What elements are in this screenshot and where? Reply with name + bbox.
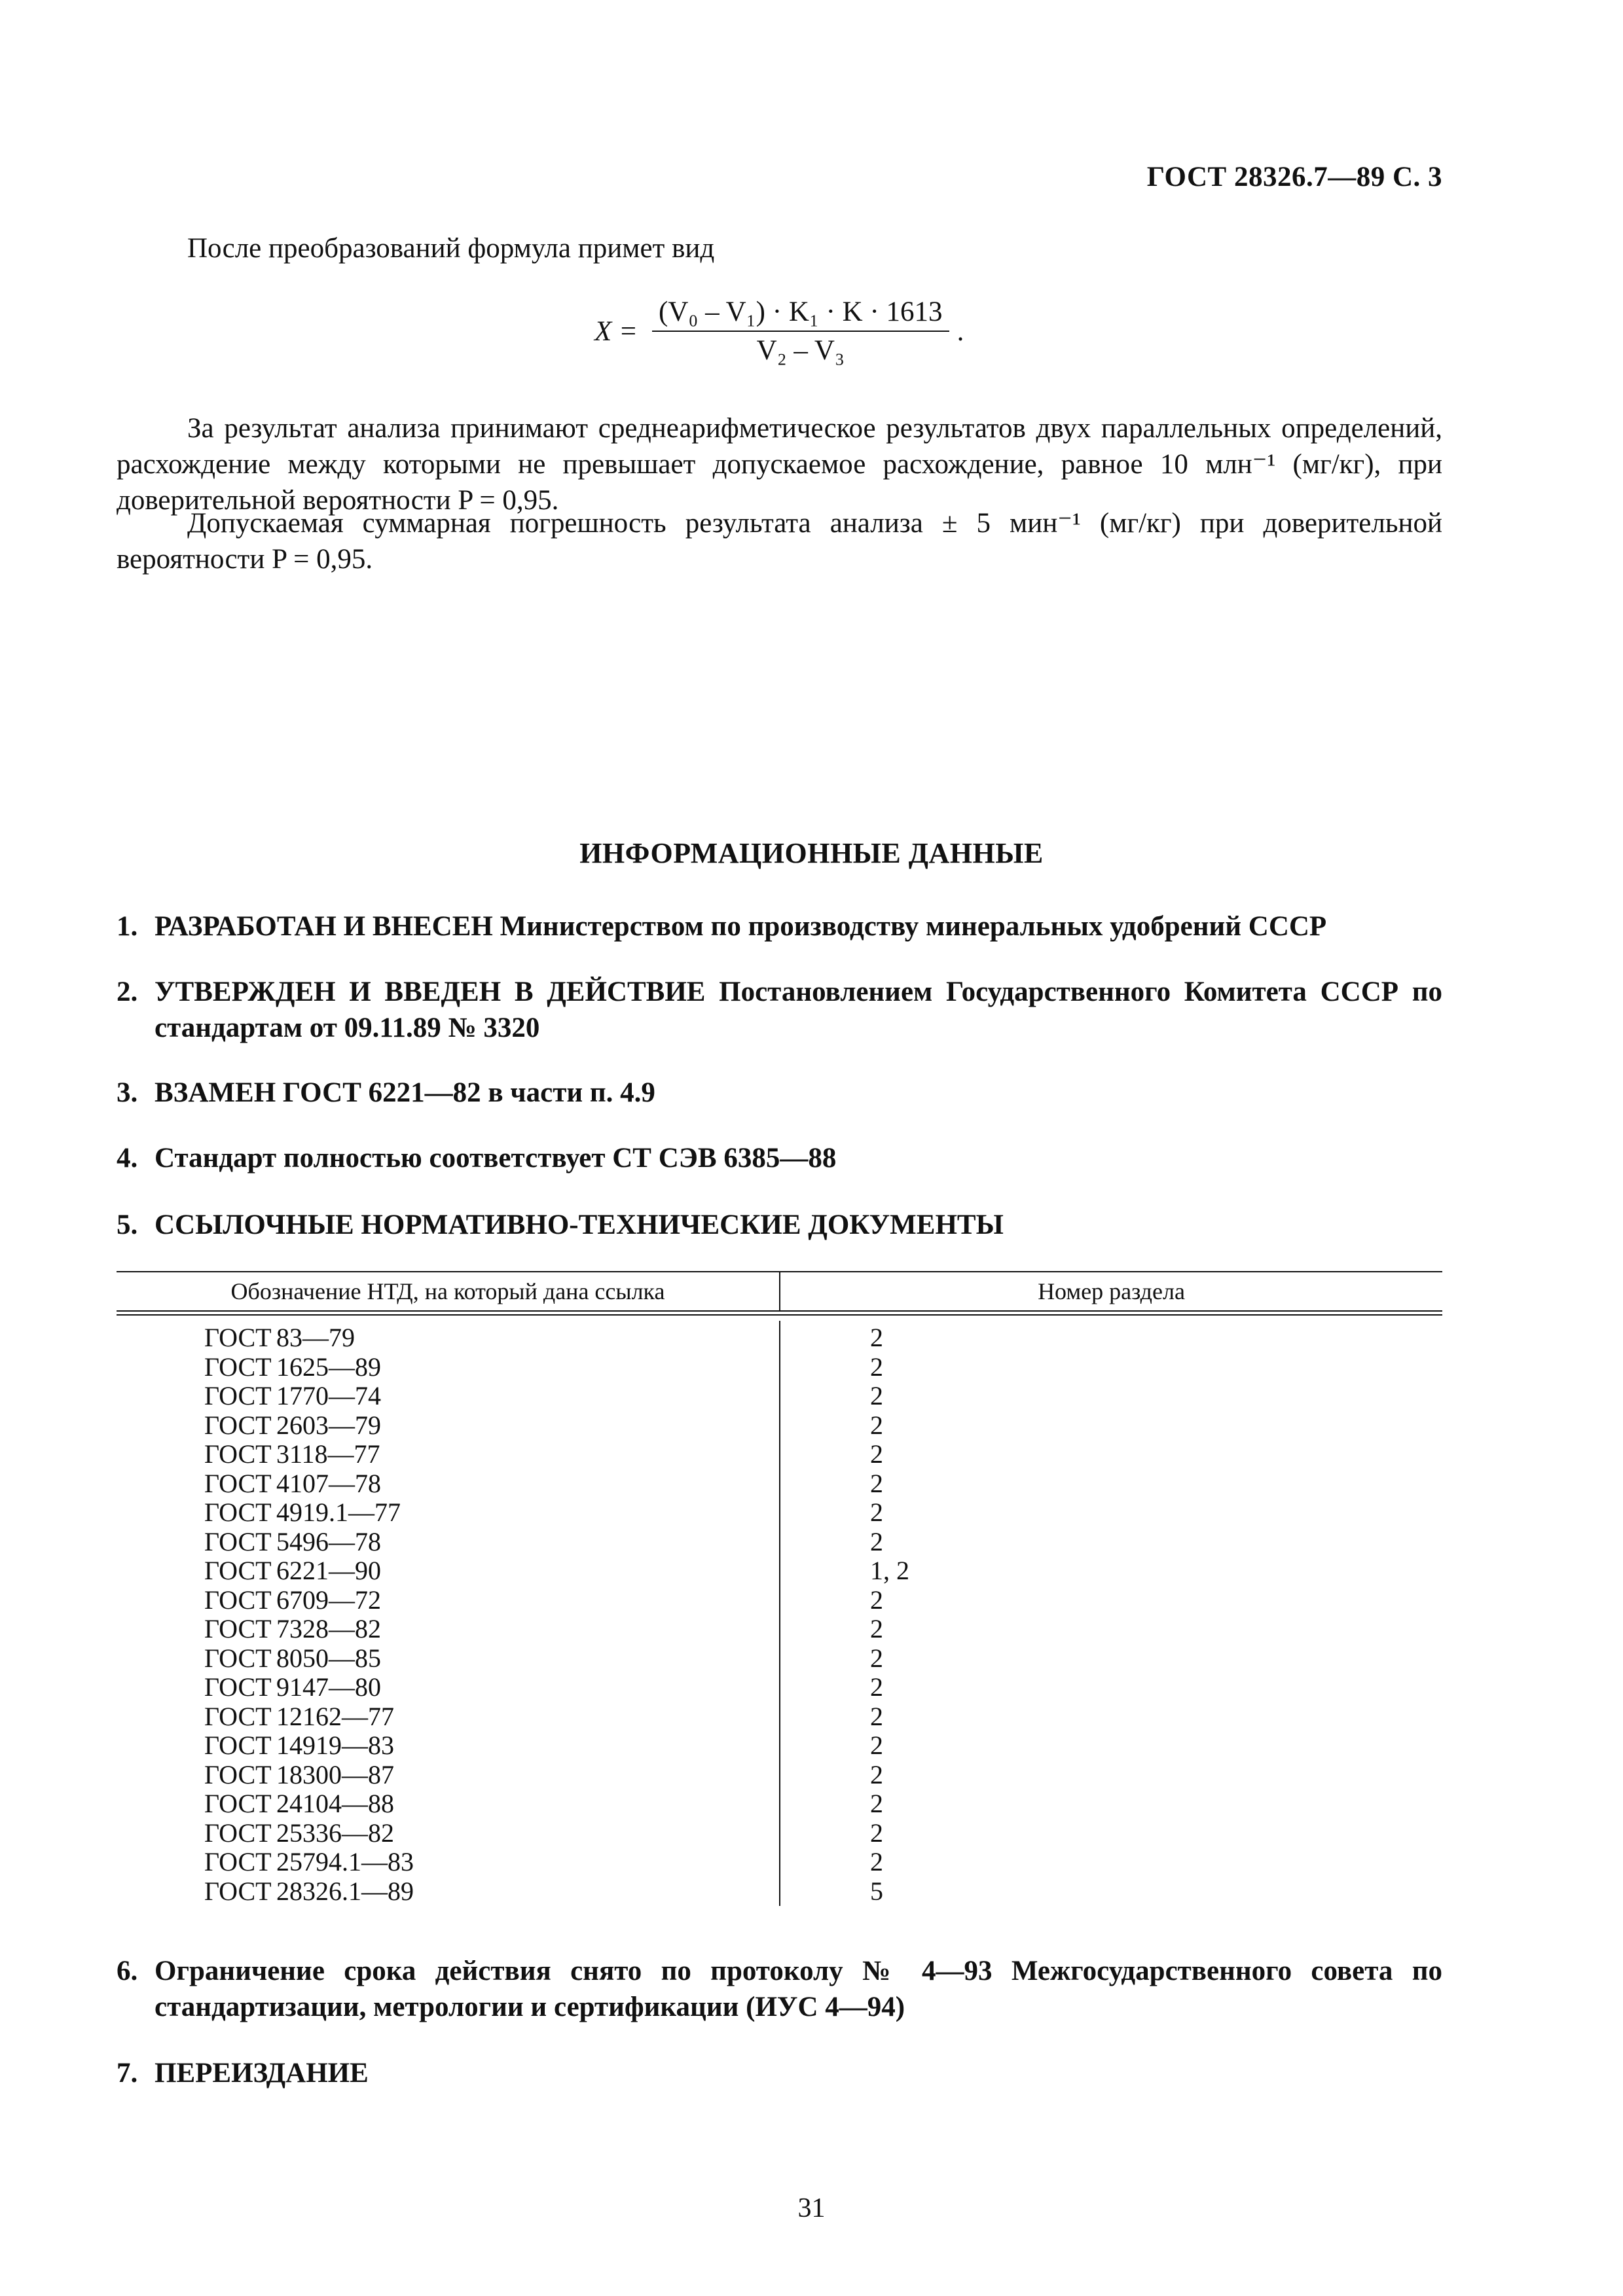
section-number-cell: 5 [870, 1876, 883, 1906]
reference-table [117, 1271, 1442, 1906]
reference-document-cell [117, 1498, 779, 1528]
document-number: 83—79 [276, 1323, 355, 1352]
reference-table-body [117, 1321, 1442, 1906]
section-number-cell: 1, 2 [870, 1556, 909, 1585]
section-number-cell: 2 [870, 1410, 883, 1440]
reference-document-cell [117, 1848, 779, 1877]
document-number: 1770—74 [276, 1381, 381, 1410]
column-header-section: Номер раздела [1038, 1278, 1185, 1304]
document-prefix: ГОСТ [204, 1643, 272, 1673]
info-item-text: ВЗАМЕН ГОСТ 6221—82 в части п. 4.9 [155, 1077, 655, 1108]
paragraph-result-text: За результат анализа принимают среднеарифметическое результатов двух параллельных определений, расхождение между которыми не превышает допускаемое расхождение, равное 10 млн⁻¹ (мг/кг), при доверительной вероятности P = 0,95. [117, 413, 1442, 516]
document-number: 18300—87 [276, 1759, 394, 1789]
section-number-cell: 2 [870, 1468, 883, 1498]
reference-document-cell [117, 1586, 779, 1615]
document-prefix: ГОСТ [204, 1556, 272, 1585]
info-item [117, 1207, 1442, 1243]
info-item-text: ПЕРЕИЗДАНИЕ [155, 2058, 369, 2089]
reference-document-cell [117, 1615, 779, 1644]
document-number: 5496—78 [276, 1526, 381, 1556]
info-item [117, 2055, 1442, 2091]
section-number-cell: 2 [870, 1323, 883, 1352]
document-number: 25794.1—83 [276, 1847, 414, 1876]
document-prefix: ГОСТ [204, 1468, 272, 1498]
reference-document-cell [117, 1469, 779, 1499]
section-number-cell: 2 [870, 1526, 883, 1556]
info-item-number: 1. [117, 911, 138, 942]
document-prefix: ГОСТ [204, 1585, 272, 1615]
info-item-text: РАЗРАБОТАН И ВНЕСЕН Министерством по производству минеральных удобрений СССР [155, 911, 1327, 942]
document-number: 9147—80 [276, 1672, 381, 1702]
info-item-text: Стандарт полностью соответствует СТ СЭВ 6385—88 [155, 1143, 837, 1174]
paragraph-result [117, 410, 1442, 518]
info-item [117, 974, 1442, 1046]
info-item-number: 7. [117, 2058, 138, 2089]
document-number: 4107—78 [276, 1468, 381, 1498]
section-number-cell: 2 [870, 1818, 883, 1848]
reference-document-cell [117, 1644, 779, 1674]
section-number-cell: 2 [870, 1498, 883, 1527]
section-number-cell: 2 [870, 1585, 883, 1615]
document-prefix: ГОСТ [204, 1818, 272, 1848]
section-number-cell: 2 [870, 1672, 883, 1702]
section-number-cell: 2 [870, 1381, 883, 1410]
reference-document-cell [117, 1556, 779, 1586]
info-item-text: УТВЕРЖДЕН И ВВЕДЕН В ДЕЙСТВИЕ Постановлением Государственного Комитета СССР по стандартам от 09.11.89 № 3320 [155, 977, 1442, 1043]
document-number: 3118—77 [276, 1439, 380, 1469]
reference-document-cell [117, 1673, 779, 1702]
reference-document-cell [117, 1789, 779, 1819]
section-number-cell: 2 [870, 1847, 883, 1876]
page-header: ГОСТ 28326.7—89 С. 3 [1146, 162, 1442, 192]
reference-document-cell [117, 1819, 779, 1848]
paragraph-error-text: Допускаемая суммарная погрешность результата анализа ± 5 мин⁻¹ (мг/кг) при доверительной вероятности P = 0,95. [117, 508, 1442, 575]
section-number-cell: 2 [870, 1731, 883, 1760]
document-prefix: ГОСТ [204, 1439, 272, 1469]
intro-text: После преобразований формула примет вид [187, 233, 715, 264]
document-number: 2603—79 [276, 1410, 381, 1440]
formula-denominator: V₂ – V₃ [756, 335, 845, 366]
section-number-cell: 2 [870, 1643, 883, 1673]
info-item [117, 1140, 1442, 1176]
document-number: 25336—82 [276, 1818, 394, 1848]
document-prefix: ГОСТ [204, 1847, 272, 1876]
section-number-cell: 2 [870, 1789, 883, 1818]
reference-document-cell [117, 1702, 779, 1732]
section-number-cell: 2 [870, 1352, 883, 1382]
reference-document-cell [117, 1440, 779, 1469]
info-item-number: 6. [117, 1956, 138, 1986]
document-prefix: ГОСТ [204, 1410, 272, 1440]
reference-document-cell [117, 1877, 779, 1907]
section-number-cell: 2 [870, 1701, 883, 1731]
document-number: 6709—72 [276, 1585, 381, 1615]
document-prefix: ГОСТ [204, 1498, 272, 1527]
info-item [117, 1075, 1442, 1111]
reference-table-header [117, 1272, 1442, 1312]
reference-document-cell [117, 1411, 779, 1441]
document-prefix: ГОСТ [204, 1381, 272, 1410]
document-prefix: ГОСТ [204, 1759, 272, 1789]
formula-fraction [652, 296, 949, 367]
intro-paragraph [117, 230, 1442, 266]
document-number: 28326.1—89 [276, 1876, 414, 1906]
document-prefix: ГОСТ [204, 1701, 272, 1731]
document-number: 1625—89 [276, 1352, 381, 1382]
reference-document-cell [117, 1382, 779, 1411]
info-item [117, 1953, 1442, 2025]
document-number: 24104—88 [276, 1789, 394, 1818]
document-prefix: ГОСТ [204, 1672, 272, 1702]
document-prefix: ГОСТ [204, 1876, 272, 1906]
section-number-cell: 2 [870, 1439, 883, 1469]
reference-sections-column [780, 1321, 1442, 1906]
document-number: 14919—83 [276, 1731, 394, 1760]
formula-lhs: X = [594, 315, 638, 347]
document-number: 4919.1—77 [276, 1498, 401, 1527]
document-number: 8050—85 [276, 1643, 381, 1673]
reference-document-cell [117, 1528, 779, 1557]
reference-documents-column [117, 1321, 780, 1906]
info-item-text: ССЫЛОЧНЫЕ НОРМАТИВНО-ТЕХНИЧЕСКИЕ ДОКУМЕНТЫ [155, 1210, 1004, 1240]
paragraph-error [117, 505, 1442, 577]
info-item [117, 908, 1442, 944]
info-item-number: 5. [117, 1210, 138, 1240]
document-prefix: ГОСТ [204, 1352, 272, 1382]
page-number: 31 [797, 2193, 826, 2223]
info-item-number: 2. [117, 977, 138, 1007]
reference-document-cell [117, 1353, 779, 1382]
document-number: 7328—82 [276, 1614, 381, 1643]
column-header-document: Обозначение НТД, на который дана ссылка [117, 1272, 780, 1310]
document-number: 6221—90 [276, 1556, 381, 1585]
info-item-number: 3. [117, 1077, 138, 1108]
reference-document-cell [117, 1323, 779, 1353]
formula-numerator: (V₀ – V₁) · K₁ · K · 1613 [652, 296, 949, 332]
formula [594, 296, 964, 367]
document-number: 12162—77 [276, 1701, 394, 1731]
reference-document-cell [117, 1761, 779, 1790]
info-item-number: 4. [117, 1143, 138, 1174]
section-title: ИНФОРМАЦИОННЫЕ ДАННЫЕ [579, 837, 1044, 869]
section-number-cell: 2 [870, 1614, 883, 1643]
document-prefix: ГОСТ [204, 1526, 272, 1556]
info-item-text: Ограничение срока действия снято по протоколу № 4—93 Межгосударственного совета по стандартизации, метрологии и сертификации (ИУС 4—94) [155, 1956, 1442, 2022]
document-prefix: ГОСТ [204, 1323, 272, 1352]
reference-document-cell [117, 1731, 779, 1761]
document-prefix: ГОСТ [204, 1614, 272, 1643]
document-prefix: ГОСТ [204, 1789, 272, 1818]
formula-end: . [957, 315, 964, 347]
section-number-cell: 2 [870, 1759, 883, 1789]
document-prefix: ГОСТ [204, 1731, 272, 1760]
